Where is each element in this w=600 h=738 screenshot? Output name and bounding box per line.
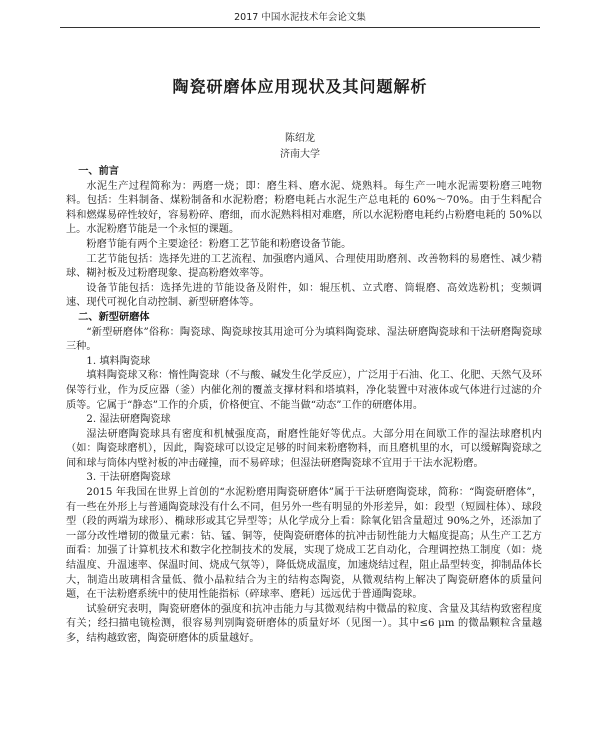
author-affiliation: 济南大学: [280, 149, 320, 160]
header-rule: [60, 27, 540, 28]
paragraph: 粉磨节能有两个主要途径：粉磨工艺节能和粉磨设备节能。: [86, 238, 352, 250]
paragraph: 水泥生产过程简称为：两磨一烧；即：磨生料、磨水泥、烧熟料。每生产一吨水泥需要粉磨三吨物料。包括：生料制备、煤粉制备和水泥粉磨；粉磨电耗占水泥生产总电耗的 60%～70%。由于生料配合料和燃煤易碎性较好，容易粉碎、磨细，而水泥熟料相对难磨，所以水泥粉磨电耗约占粉磨电耗的 50%以上。水泥粉磨节能是一个永恒的课题。: [66, 180, 542, 236]
running-head: 2017 中国水泥技术年会论文集: [234, 12, 366, 23]
paragraph: 2015 年我国在世界上首创的“水泥粉磨用陶瓷研磨体”属于干法研磨陶瓷球，简称：“陶瓷研磨体”，有一些在外形上与普通陶瓷球没有什么不同，但另外一些有明显的外形差异，如：段型（短圆柱体）、球段型（段的两端为球形）、椭球形或其它异型等；从化学成分上看：除氧化铝含量超过 90%之外，还添加了一部分改性增韧的微量元素：钴、锰、铜等，使陶瓷研磨体的抗冲击韧性能力大幅度提高；从生产工艺方面看：加强了计算机技术和数字化控制技术的发展，实现了烧成工艺自动化，合理调控热工制度（如：烧结温度、升温速率、保温时间、烧成气氛等），降低烧成温度，加速烧结过程，阻止晶型转变，抑制晶体长大，制造出玻璃相含量低、微小晶粒结合为主的结构态陶瓷，从微观结构上解决了陶瓷研磨体的质量问题，在干法粉磨系统中的使用性能指标（碎球率、磨耗）远远优于普通陶瓷球。: [66, 487, 542, 601]
subsection-heading: 2. 湿法研磨陶瓷球: [86, 414, 171, 426]
subsection-heading: 1. 填料陶瓷球: [86, 355, 151, 367]
paragraph: 湿法研磨陶瓷球具有密度和机械强度高，耐磨性能好等优点。大部分用在间歇工作的湿法球磨机内（如：陶瓷球磨机），因此，陶瓷球可以设定足够的时间来粉磨物料，而且磨机里的水，可以缓解陶瓷球之间和球与筒体内壁衬板的冲击碰撞，而不易碎球；但湿法研磨陶瓷球不宜用于干法水泥粉磨。: [66, 428, 542, 469]
paper-title: 陶瓷研磨体应用现状及其问题解析: [172, 77, 428, 96]
paragraph: 填料陶瓷球又称：惰性陶瓷球（不与酸、碱发生化学反应），广泛用于石油、化工、化肥、天然气及环保等行业，作为反应器（釜）内催化剂的覆盖支撑材料和塔填料，净化装置中对液体或气体进行过滤的介质等。它属于“静态”工作的介质，价格便宜、不能当做“动态”工作的研磨体用。: [66, 370, 542, 411]
paragraph: 设备节能包括：选择先进的节能设备及附件，如：辊压机、立式磨、筒辊磨、高效选粉机；变频调速、现代可视化自动控制、新型研磨体等。: [66, 282, 542, 309]
paragraph: 工艺节能包括：选择先进的工艺流程、加强磨内通风、合理使用助磨剂、改善物料的易磨性、减少精球、糊衬板及过粉磨现象、提高粉磨效率等。: [66, 253, 542, 280]
author-name: 陈绍龙: [285, 133, 315, 144]
paragraph: “新型研磨体”俗称：陶瓷球、陶瓷球按其用途可分为填料陶瓷球、湿法研磨陶瓷球和干法研磨陶瓷球三种。: [66, 326, 542, 353]
section-heading-new-media: 二、新型研磨体: [78, 311, 150, 323]
subsection-heading: 3. 干法研磨陶瓷球: [86, 472, 171, 484]
section-heading-intro: 一、前言: [78, 166, 119, 177]
paper-body: [66, 165, 542, 647]
paragraph: 试验研究表明，陶瓷研磨体的强度和抗冲击能力与其微观结构中微晶的粒度、含量及其结构致密程度有关；经扫描电镜检测，很容易判别陶瓷研磨体的质量好坏（见图一）。其中≤6 μm 的微晶颗粒含量越多，结构越致密，陶瓷研磨体的质量越好。: [66, 603, 542, 644]
